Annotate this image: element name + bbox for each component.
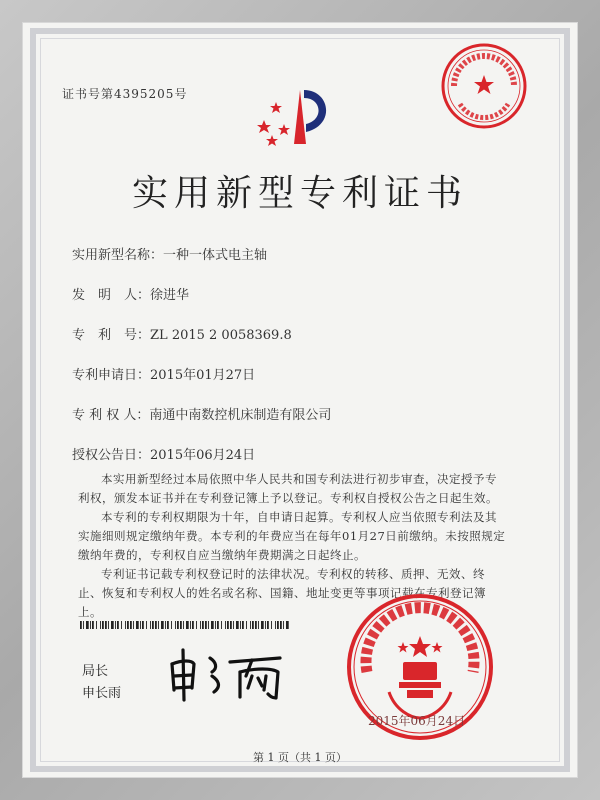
body-paragraph: 本实用新型经过本局依照中华人民共和国专利法进行初步审查，决定授予专利权，颁发本证书并在专利登记簿上予以登记。专利权自授权公告之日起生效。 (78, 472, 498, 505)
field-value: 2015年01月27日 (150, 368, 256, 383)
field-value: 徐进华 (150, 288, 190, 303)
field-value: 2015年06月24日 (150, 448, 256, 463)
field-value: 南通中南数控机床制造有限公司 (149, 408, 332, 423)
handwritten-signature-icon (160, 642, 310, 702)
patentee-row (72, 404, 331, 423)
field-value: 一种一体式电主轴 (163, 248, 268, 263)
body-paragraph: 专利证书记载专利权登记时的法律状况。专利权的转移、质押、无效、终止、恢复和专利权人的姓名或名称、国籍、地址变更等事项记载在专利登记簿上。 (78, 567, 486, 619)
field-label: 实用新型名称： (72, 248, 164, 263)
utility-model-name-row (72, 244, 267, 263)
field-value: ZL 2015 2 0058369.8 (150, 328, 292, 343)
grant-date-row (72, 444, 255, 463)
field-label: 授权公告日： (72, 448, 151, 463)
page-title: 实用新型专利证书 (131, 173, 468, 214)
barcode-icon (80, 621, 292, 629)
patent-number-row (72, 324, 292, 343)
page-number: 第 1 页（共 1 页） (253, 751, 347, 764)
field-label: 专 利 号： (72, 328, 151, 343)
field-label: 发 明 人： (72, 288, 151, 303)
body-paragraph: 本专利的专利权期限为十年，自申请日起算。专利权人应当依照专利法及其实施细则规定缴纳年费。本专利的年费应当在每年01月27日前缴纳。未按照规定缴纳年费的，专利权自应当缴纳年费期满之日起终止。 (78, 510, 506, 562)
certificate-number: 证书号第4395205号 (62, 87, 188, 101)
director-name: 申长雨 (82, 686, 122, 701)
field-label: 专利申请日： (72, 368, 151, 383)
filing-date-row (72, 364, 255, 383)
inventor-row (72, 284, 189, 303)
seal-date: 2015年06月24日 (368, 714, 466, 728)
field-label: 专 利 权 人： (72, 408, 150, 423)
director-title: 局长 (82, 664, 109, 679)
sipo-logo-icon (250, 80, 350, 150)
agency-stamp-icon (440, 42, 528, 130)
